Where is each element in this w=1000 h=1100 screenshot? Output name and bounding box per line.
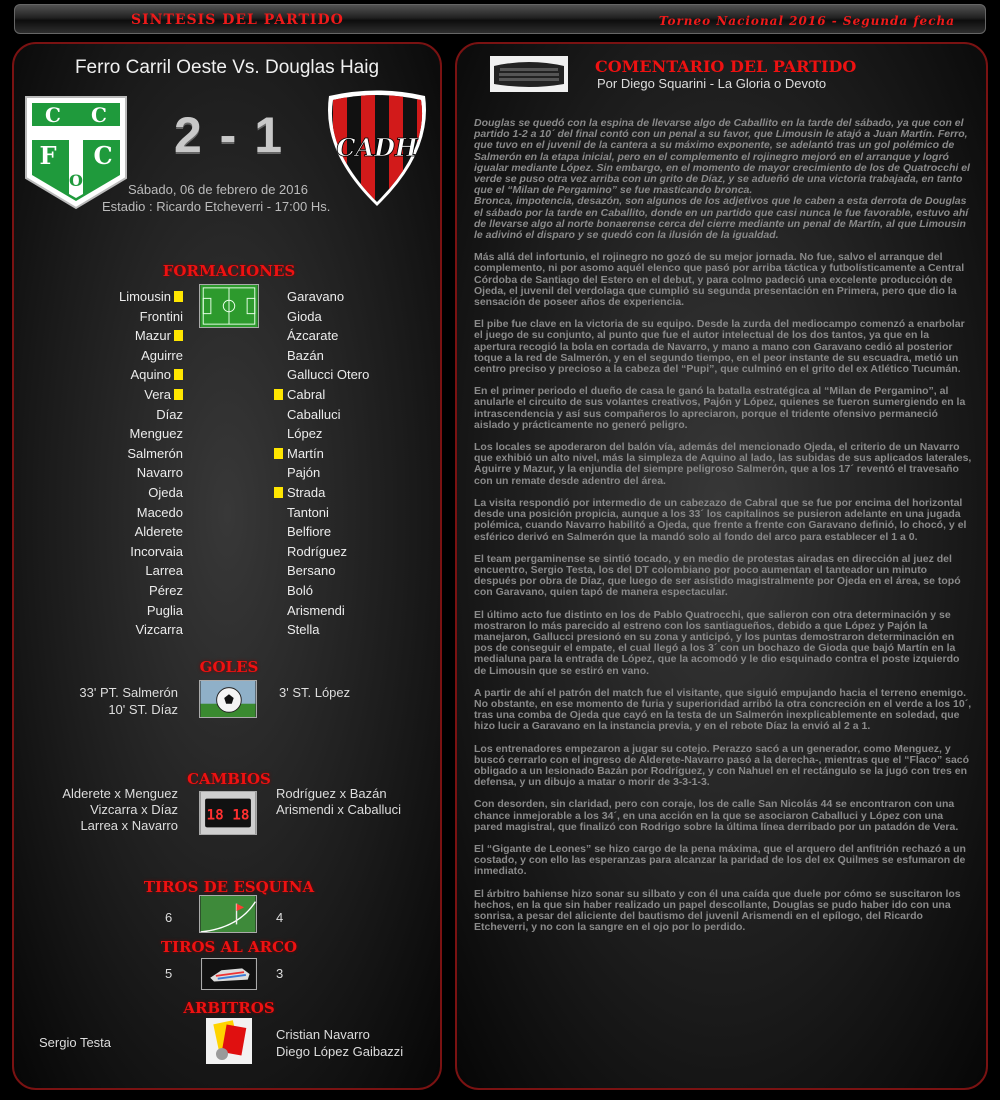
- corner-flag-icon: [199, 895, 257, 933]
- commentary-paragraph: Los locales se apoderaron del balón vía, además del mencionado Ojeda, el criterio de un Navarro que exhibió un alto nivel, más la simpleza de Aquino al lado, las subidas de sus aplicados laterales, Aguirre y Mazur, y la enjundia del siempre peligroso Salmerón, que a los 17´ reventó el travesaño con un remate desde adentro del área.: [474, 441, 972, 487]
- player-name: Tantoni: [287, 504, 329, 520]
- commentary-paragraph: Más allá del infortunio, el rojinegro no gozó de su mejor jornada. No fue, salvo el arranque del complemento, ni por asomo aquél elenco que pasó por arriba táctica y futbolísticamente a Central Córdoba de Santiago del Estero en el debut, y para colmo padeció una excelente producción de Ojeda, el juvenil del verdolaga que cumplió su segunda presentación en Primera, pero que dio la sensación de poseer años de experiencia.: [474, 251, 965, 309]
- commentary-paragraph: El último acto fue distinto en los de Pablo Quatrocchi, que salieron con otra determinación y se mostraron lo más parecido al estreno con los santiagueños, debido a que López y Pajón la manejaron, Gallucci presionó en su zona y anticipó, y los puntas demostraron determinación en pos de conseguir el empate, el cual llegó a los 3´ con un bochazo de Gioda que bajó Martín en la medialuna para la entrada de López, que la acomodó y le dio esquinado contra el poste izquierdo de Limousin que se estiró en vano.: [474, 608, 960, 677]
- player-row: [287, 463, 369, 483]
- svg-text:F: F: [39, 141, 57, 170]
- commentary-paragraph: La visita respondió por intermedio de un cabezazo de Cabral que se fue por encima del horizontal desde una posición propicia, aunque a los 33´ los capitalinos se pusieron adelante en una jugada polémica, cuando Navarro habilitó a Ojeda, que frente a frente con Garavano definió, lo chocó, y el esférico derivó en Salmerón que la mandó solo al fondo del arco para establecer el 1 a 0.: [474, 496, 967, 543]
- player-row: [287, 581, 369, 601]
- referees-heading: ARBITROS: [183, 999, 275, 1017]
- boot-icon: [201, 958, 257, 990]
- svg-text:C: C: [93, 141, 113, 170]
- goal-item: 3' ST. López: [279, 685, 351, 700]
- player-row: [287, 522, 369, 542]
- yellow-card-icon: [274, 448, 283, 459]
- tournament-label: Torneo Nacional 2016 - Segunda fecha: [658, 14, 955, 28]
- svg-text:C: C: [91, 103, 107, 127]
- referee-cards-icon: [206, 1018, 252, 1064]
- player-name: Caballuci: [287, 406, 341, 422]
- player-name: Menguez: [129, 426, 183, 442]
- player-name: Puglia: [146, 602, 183, 618]
- player-name: Bazán: [287, 347, 324, 363]
- yellow-card-icon: [274, 487, 283, 498]
- subs-heading: CAMBIOS: [187, 770, 271, 788]
- player-name: Pérez: [149, 582, 183, 598]
- player-row: [287, 542, 369, 562]
- player-name: Garavano: [287, 289, 345, 304]
- douglas-badge-text: CADH: [336, 133, 418, 162]
- goal-item: 10' ST. Díaz: [108, 702, 178, 717]
- player-name: Boló: [287, 582, 314, 598]
- home-shots: 5: [165, 966, 173, 981]
- player-row: [119, 503, 183, 523]
- soccer-ball-icon: [199, 680, 257, 718]
- referee-name: Sergio Testa: [39, 1035, 112, 1050]
- commentary-paragraph: El team pergaminense se sintió tocado, y en medio de protestas airadas en dirección al juez del encuentro, Sergio Testa, los del DT colombiano por poco aumentan el tanteador un minuto después por obra de Díaz, que luego de ser asistido magistralmente por Ojeda en el área, se topó con Garavano, quien tapó de manera espectacular.: [474, 552, 961, 599]
- commentary-paragraph: El “Gigante de Leones” se hizo cargo de la pena máxima, que el arquero del anfitrión rechazó a un costado, y con ello las esperanzas para alcanzar la paridad de los del ex Quilmes se esfumaron de inmediato.: [474, 842, 966, 878]
- player-row: [119, 424, 183, 444]
- player-row: [287, 444, 369, 464]
- away-subs: [276, 786, 401, 818]
- player-name: Salmerón: [127, 445, 183, 461]
- player-row: [119, 365, 183, 385]
- player-row: [287, 405, 369, 425]
- player-row: [287, 287, 369, 307]
- player-row: [287, 385, 369, 405]
- svg-text:C: C: [45, 103, 61, 127]
- away-shots: 3: [276, 966, 284, 981]
- player-row: [287, 620, 369, 640]
- player-name: Martín: [287, 445, 324, 461]
- player-row: [287, 561, 369, 581]
- match-venue: Estadio : Ricardo Etcheverri - 17:00 Hs.: [102, 199, 331, 214]
- player-row: [119, 307, 183, 327]
- away-corners: 4: [276, 910, 284, 925]
- player-name: Navarro: [136, 465, 183, 481]
- lineups-heading: FORMACIONES: [162, 262, 296, 280]
- player-row: [119, 542, 183, 562]
- player-row: [119, 385, 183, 405]
- player-name: Arismendi: [287, 602, 345, 618]
- player-name: Mazur: [134, 328, 171, 344]
- away-lineup: [287, 287, 369, 640]
- player-name: Gioda: [287, 308, 322, 324]
- player-name: Strada: [287, 484, 326, 500]
- sub-board-digits: 18 18: [206, 807, 250, 824]
- player-row: [119, 601, 183, 621]
- match-date: Sábado, 06 de febrero de 2016: [128, 182, 308, 197]
- commentary-paragraph: A partir de ahí el patrón del match fue el visitante, que siguió empujando hacia el terreno enemigo. No obstante, en ese momento de furia y superioridad arribó la otra concreción en el verde a los 10´, tras una comba de Ojeda que cayó en la testa de un Salmerón inexplicablemente en soledad, que hizo lucir a Garavano en la instancia previa, y en el rebote Díaz la envió al 2 a 1.: [474, 686, 972, 733]
- player-name: Rodríguez: [287, 543, 347, 559]
- home-score: 2: [173, 107, 204, 163]
- keyboard-icon: [490, 56, 568, 92]
- player-name: Ázcarate: [287, 328, 339, 344]
- player-row: [287, 424, 369, 444]
- sub-item: Alderete x Menguez: [62, 786, 178, 801]
- substitution-board-icon: [199, 791, 257, 835]
- player-row: [119, 483, 183, 503]
- player-name: Bersano: [287, 563, 336, 579]
- player-name: Díaz: [156, 406, 183, 422]
- player-row: [119, 326, 183, 346]
- home-lineup: [119, 287, 183, 640]
- referee-name: Cristian Navarro: [276, 1027, 370, 1042]
- commentary-paragraph: Los entrenadores empezaron a jugar su cotejo. Perazzo sacó a un generador, como Menguez, y buscó cerrarlo con el ingreso de Alderete-Navarro pasó a la derecha-, mientras que el “Flaco” sacó obligado a un lesionado Bazán por Rodríguez, y con Nahuel en el rectángulo se la jugó con tres en defensa, y un dibujo a matar o morir de 3-3-1-3.: [474, 742, 970, 789]
- goal-item: 33' PT. Salmerón: [79, 685, 178, 700]
- yellow-card-icon: [174, 369, 183, 380]
- ferro-crest-icon: [23, 94, 129, 210]
- player-name: Limousin: [118, 289, 171, 304]
- player-row: [287, 346, 369, 366]
- header-title: SINTESIS DEL PARTIDO: [131, 12, 344, 28]
- player-name: Ojeda: [148, 484, 183, 500]
- player-row: [287, 365, 369, 385]
- commentary-paragraph: Con desorden, sin claridad, pero con coraje, los de calle San Nicolás 44 se encontraron con una chance inmejorable a los 34´, en una acción en la que se asociaron Caballuci y López con una pared magistral, que finalizó con Rodrigo sobre la última línea derribado por un patadón de Vera.: [474, 798, 959, 833]
- player-name: Gallucci Otero: [287, 367, 370, 383]
- player-name: Belfiore: [287, 524, 332, 540]
- player-name: Macedo: [136, 504, 183, 520]
- match-summary-panel: [12, 42, 442, 1090]
- sub-item: Rodríguez x Bazán: [276, 786, 387, 801]
- player-row: [287, 483, 369, 503]
- home-subs: [62, 786, 178, 834]
- commentary-paragraph: El pibe fue clave en la victoria de su equipo. Desde la zurda del mediocampo comenzó a enarbolar el juego de su conjunto, al punto que fue el autor intelectual de los dos tantos, ya que en la apertura recogió la bola en cortada de Navarro, y mano a mano con Garavano cedió al posterior toque a la red de Salmerón, y en el segundo tiempo, en el peor instante de su escuadra, metió un centro preciso y precioso a la cabeza del “Pupi”, que culminó en el grito del ex Atlético Tucumán.: [474, 318, 965, 376]
- player-name: Vizcarra: [135, 622, 183, 638]
- player-name: Stella: [287, 622, 320, 638]
- player-name: Pajón: [287, 465, 321, 481]
- commentary-panel: [455, 42, 988, 1090]
- yellow-card-icon: [174, 330, 183, 341]
- referee-name: Diego López Gaibazzi: [276, 1044, 404, 1059]
- commentary-byline: Por Diego Squarini - La Gloria o Devoto: [597, 76, 827, 91]
- sub-item: Arismendi x Caballuci: [276, 802, 401, 817]
- referee-assistants: [276, 1026, 403, 1060]
- corners-heading: TIROS DE ESQUINA: [143, 878, 315, 896]
- score-separator: -: [219, 107, 239, 163]
- player-name: Alderete: [134, 524, 183, 540]
- sub-item: Vizcarra x Díaz: [90, 802, 178, 817]
- scoreboard: [169, 106, 289, 164]
- away-score: 1: [254, 107, 285, 163]
- player-row: [119, 561, 183, 581]
- yellow-card-icon: [174, 389, 183, 400]
- away-goals: [279, 684, 350, 701]
- player-row: [119, 522, 183, 542]
- sub-item: Larrea x Navarro: [80, 818, 178, 833]
- commentary-paragraph: Bronca, impotencia, desazón, son algunos de los adjetivos que le caben a esta derrota de Douglas el sábado por la tarde en Caballito, donde en un partido que casi nunca le fue favorable, estuvo ahí de llevarse algo al norte bonaerense cerca del cierre mediante un penal de Martín, al que Limousin le adivinó el disparo y se quedó con la ilusión de la igualdad.: [474, 195, 969, 242]
- player-row: [119, 620, 183, 640]
- commentary-title: COMENTARIO DEL PARTIDO: [595, 57, 857, 76]
- home-goals: [79, 684, 178, 718]
- yellow-card-icon: [174, 291, 183, 302]
- commentary-paragraph: En el primer periodo el dueño de casa le ganó la batalla estratégica al “Milan de Pergamino”, al anularle el circuito de sus volantes creativos, Pajón y López, quienes se fueron sumergiendo en la intrascendencia y así sus compañeros lo apreciaron, porque el tridente ofensivo permaneció aislado y prácticamente no generó peligro.: [474, 385, 966, 431]
- match-title: Ferro Carril Oeste Vs. Douglas Haig: [74, 57, 380, 78]
- svg-text:O: O: [69, 171, 83, 190]
- shots-heading: TIROS AL ARCO: [160, 938, 298, 956]
- header-bar: [14, 4, 986, 34]
- player-name: Aquino: [130, 367, 171, 383]
- referee-main: [39, 1034, 111, 1051]
- player-row: [119, 346, 183, 366]
- player-row: [119, 405, 183, 425]
- goals-heading: GOLES: [199, 658, 259, 676]
- player-row: [119, 581, 183, 601]
- player-row: [287, 326, 369, 346]
- player-name: Vera: [144, 386, 171, 402]
- commentary-paragraph: El árbitro bahiense hizo sonar su silbato y con él una caída que duele por cómo se suscitaron los hechos, en la que sin haber realizado un papel descollante, Douglas se pudo haber ido con una sonrisa, a pesar del aliciente del bautismo del juvenil Arismendi en el epílogo, del Ricardo Etcheverri, y no con la sangre en el ojo por lo perdido.: [474, 887, 961, 934]
- player-row: [287, 503, 369, 523]
- home-corners: 6: [165, 910, 173, 925]
- player-name: López: [287, 426, 323, 442]
- pitch-icon: [199, 284, 259, 328]
- player-name: Cabral: [287, 386, 326, 402]
- player-name: Frontini: [139, 308, 183, 324]
- player-row: [119, 463, 183, 483]
- player-row: [119, 287, 183, 307]
- player-name: Larrea: [145, 563, 183, 579]
- yellow-card-icon: [274, 389, 283, 400]
- commentary-body: [474, 118, 972, 944]
- player-row: [119, 444, 183, 464]
- commentary-paragraph: Douglas se quedó con la espina de llevarse algo de Caballito en la tarde del sábado, ya que con el partido 1-2 a 10´ del final contó con un penal a su favor, que Limousin le atajó a Juan Martín. Ferro, que tuvo en el juvenil de la cantera a su máximo exponente, se adelantó tras un gol polémico de Salmerón en la etapa inicial, pero en el complemento el rojinegro mejoró en el arranque y logró igualar mediante López. Sin embargo, en el momento de mayor crecimiento de los de Quatrocchi el verde se puso otra vez arriba con un grito de Díaz, y se adueñó de una victoria trabajada, en tanto que el “Milan de Pergamino” se fue masticando bronca.: [474, 117, 970, 197]
- player-name: Incorvaia: [130, 543, 183, 559]
- player-row: [287, 307, 369, 327]
- player-name: Aguirre: [141, 347, 183, 363]
- player-row: [287, 601, 369, 621]
- douglas-crest-icon: [321, 90, 433, 206]
